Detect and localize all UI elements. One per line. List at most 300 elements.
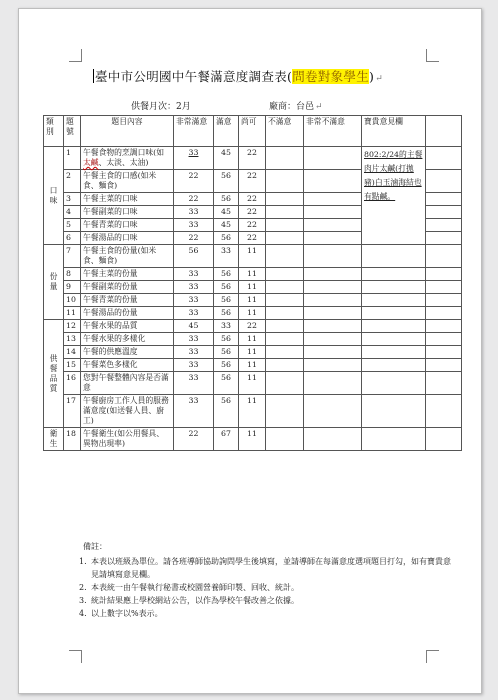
very-satisfied-cell[interactable] [174, 245, 214, 268]
very-satisfied-value: 33 [188, 269, 199, 278]
ok-cell[interactable] [239, 346, 266, 359]
notes-cell[interactable] [362, 428, 426, 451]
question-no-text: 17 [66, 396, 76, 405]
very-satisfied-value: 33 [188, 148, 199, 157]
remark-number: 4. [79, 609, 87, 618]
question-no[interactable] [64, 359, 81, 372]
header-no[interactable] [64, 116, 81, 147]
category-label: 衛生 [49, 429, 58, 448]
question-no[interactable] [64, 219, 81, 232]
satisfied-cell[interactable] [214, 320, 239, 333]
satisfied-cell[interactable] [214, 193, 239, 206]
unsatisfied-cell[interactable] [266, 294, 304, 307]
document-title[interactable] [93, 67, 433, 85]
ok-cell[interactable] [239, 170, 266, 193]
header-ok[interactable] [239, 116, 266, 147]
satisfied-cell[interactable] [214, 268, 239, 281]
remark-text: 統計結果應上學校網站公告，以作為學校午餐改善之依據。 [91, 596, 299, 605]
ok-cell[interactable] [239, 359, 266, 372]
satisfied-value: 45 [221, 207, 231, 216]
satisfied-value: 56 [221, 308, 231, 317]
header-satisfied[interactable] [214, 116, 239, 147]
satisfied-cell[interactable] [214, 147, 239, 170]
question-no[interactable] [64, 193, 81, 206]
question-no-text: 12 [66, 321, 76, 330]
ok-value: 22 [247, 171, 257, 180]
very-satisfied-cell[interactable] [174, 281, 214, 294]
ok-cell[interactable] [239, 206, 266, 219]
crop-mark-top-right [426, 49, 439, 62]
extra-cell[interactable] [426, 294, 462, 307]
very-satisfied-cell[interactable] [174, 333, 214, 346]
paragraph-mark: ↵ [315, 102, 323, 112]
question-no-text: 13 [66, 334, 76, 343]
question-no[interactable] [64, 333, 81, 346]
header-unsatisfied-text: 不滿意 [268, 117, 292, 126]
question-no-text: 15 [66, 360, 76, 369]
ok-value: 11 [247, 334, 257, 343]
very-satisfied-value: 33 [188, 373, 199, 382]
ok-cell[interactable] [239, 219, 266, 232]
question-content[interactable] [81, 147, 174, 170]
satisfied-cell[interactable] [214, 395, 239, 428]
very-satisfied-cell[interactable] [174, 219, 214, 232]
unsatisfied-cell[interactable] [266, 320, 304, 333]
extra-cell[interactable] [426, 395, 462, 428]
satisfied-cell[interactable] [214, 372, 239, 395]
title-highlight: 問卷對象學生 [292, 69, 369, 84]
very-unsatisfied-cell[interactable] [304, 320, 362, 333]
extra-cell[interactable] [426, 206, 462, 219]
very-satisfied-cell[interactable] [174, 147, 214, 170]
header-ok-text: 尚可 [241, 117, 257, 126]
remarks-section [79, 541, 456, 620]
very-satisfied-cell[interactable] [174, 359, 214, 372]
ok-value: 11 [247, 295, 257, 304]
very-satisfied-cell[interactable] [174, 193, 214, 206]
header-notes[interactable] [362, 116, 426, 147]
question-no[interactable] [64, 206, 81, 219]
question-content[interactable] [81, 359, 174, 372]
question-content-text: 午餐副菜的口味 [83, 207, 138, 216]
remark-item [79, 555, 456, 581]
extra-cell[interactable] [426, 193, 462, 206]
satisfied-cell[interactable] [214, 428, 239, 451]
table-row [44, 294, 462, 307]
question-content[interactable] [81, 372, 174, 395]
question-content-text: 您對午餐整體內容是否滿意 [83, 373, 169, 392]
crop-mark-bottom-left [69, 650, 82, 663]
question-no[interactable] [64, 320, 81, 333]
question-no[interactable] [64, 307, 81, 320]
very-satisfied-value: 33 [188, 308, 199, 317]
satisfied-value: 33 [221, 321, 231, 330]
remark-item [79, 594, 456, 607]
question-content[interactable] [81, 346, 174, 359]
extra-cell[interactable] [426, 359, 462, 372]
very-unsatisfied-cell[interactable] [304, 281, 362, 294]
question-no[interactable] [64, 268, 81, 281]
category-cell[interactable] [44, 320, 64, 428]
remark-number: 2. [79, 583, 87, 592]
table-row [44, 307, 462, 320]
ok-cell[interactable] [239, 395, 266, 428]
very-satisfied-value: 22 [188, 429, 199, 438]
very-satisfied-value: 22 [188, 171, 199, 180]
very-satisfied-value: 22 [188, 233, 199, 242]
serving-month-text: 供餐月次：2月 [131, 102, 191, 112]
question-content[interactable] [81, 268, 174, 281]
satisfied-value: 56 [221, 282, 231, 291]
extra-cell[interactable] [426, 346, 462, 359]
question-no-text: 14 [66, 347, 76, 356]
question-no-text: 7 [66, 246, 71, 255]
header-content-text: 題目內容 [111, 117, 143, 126]
very-satisfied-cell[interactable] [174, 372, 214, 395]
category-label: 口味 [49, 185, 58, 205]
header-category[interactable] [44, 116, 64, 147]
remark-item [79, 581, 456, 594]
ok-cell[interactable] [239, 428, 266, 451]
header-satisfied-text: 滿意 [216, 117, 232, 126]
very-satisfied-value: 33 [188, 347, 199, 356]
remark-number: 3. [79, 596, 87, 605]
question-no-text: 6 [66, 233, 71, 242]
table-row [44, 395, 462, 428]
question-no-text: 4 [66, 207, 71, 216]
ok-value: 22 [247, 321, 257, 330]
notes-cell[interactable] [362, 307, 426, 320]
question-content-text: 午餐湯品的口味 [83, 233, 138, 242]
question-content[interactable] [81, 232, 174, 245]
ok-value: 22 [247, 207, 257, 216]
header-very-unsatisfied[interactable] [304, 116, 362, 147]
satisfied-value: 56 [221, 171, 231, 180]
question-no[interactable] [64, 395, 81, 428]
question-no[interactable] [64, 294, 81, 307]
very-satisfied-cell[interactable] [174, 428, 214, 451]
table-row [44, 281, 462, 294]
notes-cell[interactable] [362, 245, 426, 268]
ok-cell[interactable] [239, 294, 266, 307]
table-row [44, 333, 462, 346]
remark-text: 本表以班級為單位。請各班導師協助詢問學生後填寫，並請導師在每滿意度選項題目打勾，如有寶貴意見請填寫意見欄。 [91, 557, 451, 579]
unsatisfied-cell[interactable] [266, 395, 304, 428]
very-satisfied-cell[interactable] [174, 206, 214, 219]
table-row [44, 268, 462, 281]
unsatisfied-cell[interactable] [266, 281, 304, 294]
ok-value: 22 [247, 194, 257, 203]
unsatisfied-cell[interactable] [266, 359, 304, 372]
satisfied-cell[interactable] [214, 333, 239, 346]
very-unsatisfied-cell[interactable] [304, 359, 362, 372]
notes-cell[interactable] [362, 320, 426, 333]
question-no[interactable] [64, 232, 81, 245]
very-unsatisfied-cell[interactable] [304, 206, 362, 219]
crop-mark-top-left [69, 49, 82, 62]
unsatisfied-cell[interactable] [266, 170, 304, 193]
ok-cell[interactable] [239, 245, 266, 268]
question-content-text: 午餐主食的份量(如米食、麵食) [83, 246, 157, 265]
very-unsatisfied-cell[interactable] [304, 170, 362, 193]
question-content[interactable] [81, 219, 174, 232]
unsatisfied-cell[interactable] [266, 206, 304, 219]
extra-cell[interactable] [426, 268, 462, 281]
unsatisfied-cell[interactable] [266, 428, 304, 451]
remark-text: 以上數字以%表示。 [91, 609, 163, 618]
question-no[interactable] [64, 147, 81, 170]
question-content[interactable] [81, 307, 174, 320]
question-content[interactable] [81, 333, 174, 346]
question-content[interactable] [81, 395, 174, 428]
satisfied-cell[interactable] [214, 359, 239, 372]
extra-cell[interactable] [426, 428, 462, 451]
very-unsatisfied-cell[interactable] [304, 372, 362, 395]
ok-value: 11 [247, 360, 257, 369]
satisfied-cell[interactable] [214, 170, 239, 193]
unsatisfied-cell[interactable] [266, 219, 304, 232]
very-unsatisfied-cell[interactable] [304, 346, 362, 359]
very-satisfied-value: 33 [188, 282, 199, 291]
question-content-text: 午餐水果的品質 [83, 321, 138, 330]
very-unsatisfied-cell[interactable] [304, 193, 362, 206]
question-content[interactable] [81, 428, 174, 451]
satisfied-value: 56 [221, 295, 231, 304]
ok-value: 11 [247, 269, 257, 278]
unsatisfied-cell[interactable] [266, 245, 304, 268]
ok-cell[interactable] [239, 307, 266, 320]
question-no[interactable] [64, 245, 81, 268]
unsatisfied-cell[interactable] [266, 147, 304, 170]
category-cell[interactable] [44, 147, 64, 245]
question-no-text: 5 [66, 220, 71, 229]
vendor-name[interactable] [269, 99, 323, 112]
ok-cell[interactable] [239, 281, 266, 294]
question-content-text: 午餐主食的口感(如米食、麵食) [83, 171, 157, 190]
header-content[interactable] [81, 116, 174, 147]
unsatisfied-cell[interactable] [266, 333, 304, 346]
unsatisfied-cell[interactable] [266, 346, 304, 359]
satisfied-cell[interactable] [214, 206, 239, 219]
extra-cell[interactable] [426, 245, 462, 268]
header-extra[interactable] [426, 116, 462, 147]
question-content-text: 午餐的供應溫度 [83, 347, 138, 356]
question-no[interactable] [64, 170, 81, 193]
satisfied-cell[interactable] [214, 232, 239, 245]
satisfied-value: 56 [221, 194, 231, 203]
table-row [44, 245, 462, 268]
satisfied-cell[interactable] [214, 245, 239, 268]
very-satisfied-cell[interactable] [174, 232, 214, 245]
very-satisfied-value: 22 [188, 194, 199, 203]
question-content-text: 午餐主菜的份量 [83, 269, 138, 278]
unsatisfied-cell[interactable] [266, 307, 304, 320]
question-no-text: 10 [66, 295, 76, 304]
serving-month[interactable] [131, 99, 191, 112]
very-unsatisfied-cell[interactable] [304, 232, 362, 245]
ok-value: 11 [247, 396, 257, 405]
question-no-text: 8 [66, 269, 71, 278]
remarks-list [79, 555, 456, 620]
very-satisfied-value: 56 [188, 246, 199, 255]
very-satisfied-cell[interactable] [174, 307, 214, 320]
crop-mark-bottom-right [426, 650, 439, 663]
question-content[interactable] [81, 206, 174, 219]
very-unsatisfied-cell[interactable] [304, 428, 362, 451]
very-satisfied-cell[interactable] [174, 170, 214, 193]
very-unsatisfied-cell[interactable] [304, 294, 362, 307]
title-close: ) [369, 69, 375, 84]
very-satisfied-cell[interactable] [174, 346, 214, 359]
notes-cell[interactable] [362, 294, 426, 307]
question-no-text: 3 [66, 194, 71, 203]
very-satisfied-cell[interactable] [174, 268, 214, 281]
question-no[interactable] [64, 428, 81, 451]
ok-value: 11 [247, 308, 257, 317]
very-satisfied-value: 33 [188, 220, 199, 229]
question-content[interactable] [81, 294, 174, 307]
question-content-text: 午餐廚房工作人員的服務滿意度(如送餐人員、廚工) [83, 396, 169, 425]
question-no[interactable] [64, 372, 81, 395]
very-satisfied-value: 33 [188, 207, 199, 216]
notes-cell[interactable] [362, 346, 426, 359]
remarks-title: 備註： [83, 542, 107, 551]
satisfied-value: 56 [221, 269, 231, 278]
title-main: 臺中市公明國中午餐滿意度調查表( [95, 69, 293, 84]
extra-cell[interactable] [426, 372, 462, 395]
notes-text: 802:2/24的主餐肉片太鹹(打拋豬)白玉滷海結也有點鹹。 [364, 150, 423, 201]
question-content[interactable] [81, 193, 174, 206]
ok-cell[interactable] [239, 333, 266, 346]
ok-cell[interactable] [239, 147, 266, 170]
header-category-text: 類別 [46, 117, 54, 136]
question-no[interactable] [64, 281, 81, 294]
question-content-text: 午餐湯品的份量 [83, 308, 138, 317]
very-satisfied-value: 33 [188, 334, 199, 343]
very-unsatisfied-cell[interactable] [304, 333, 362, 346]
question-no[interactable] [64, 346, 81, 359]
header-very-unsatisfied-text: 非常不滿意 [306, 117, 345, 126]
satisfied-cell[interactable] [214, 219, 239, 232]
remark-text: 本表統一由午餐執行秘書或校園營養師印製、回收、統計。 [91, 583, 299, 592]
ok-cell[interactable] [239, 320, 266, 333]
question-content-text: 午餐主菜的口味 [83, 194, 138, 203]
question-no-text: 18 [66, 429, 76, 438]
very-satisfied-cell[interactable] [174, 294, 214, 307]
question-content-text: 午餐副菜的份量 [83, 282, 138, 291]
satisfied-value: 56 [221, 233, 231, 242]
notes-cell[interactable] [362, 268, 426, 281]
header-unsatisfied[interactable] [266, 116, 304, 147]
very-unsatisfied-cell[interactable] [304, 307, 362, 320]
category-cell[interactable] [44, 245, 64, 320]
table-row [44, 346, 462, 359]
question-content[interactable] [81, 245, 174, 268]
very-unsatisfied-cell[interactable] [304, 219, 362, 232]
unsatisfied-cell[interactable] [266, 268, 304, 281]
extra-cell[interactable] [426, 281, 462, 294]
extra-cell[interactable] [426, 333, 462, 346]
satisfied-cell[interactable] [214, 307, 239, 320]
ok-cell[interactable] [239, 193, 266, 206]
unsatisfied-cell[interactable] [266, 232, 304, 245]
extra-cell[interactable] [426, 219, 462, 232]
header-no-text: 題號 [66, 117, 74, 136]
satisfied-value: 45 [221, 220, 231, 229]
question-content[interactable] [81, 170, 174, 193]
satisfied-value: 56 [221, 373, 231, 382]
header-row [44, 116, 462, 147]
table-row [44, 372, 462, 395]
notes-cell[interactable] [362, 147, 426, 245]
unsatisfied-cell[interactable] [266, 193, 304, 206]
unsatisfied-cell[interactable] [266, 372, 304, 395]
very-satisfied-cell[interactable] [174, 320, 214, 333]
ok-cell[interactable] [239, 268, 266, 281]
table-row [44, 359, 462, 372]
ok-cell[interactable] [239, 372, 266, 395]
ok-cell[interactable] [239, 232, 266, 245]
question-content-text: 午餐水果的多樣化 [83, 334, 146, 343]
extra-cell[interactable] [426, 170, 462, 193]
category-label: 份量 [49, 272, 58, 291]
question-content-text: 午餐食物的烹調口味(如 [83, 148, 165, 157]
very-satisfied-value: 33 [188, 295, 199, 304]
question-content-text: 、太淡、太油) [98, 158, 149, 167]
question-no-text: 1 [66, 148, 71, 157]
very-unsatisfied-cell[interactable] [304, 147, 362, 170]
notes-cell[interactable] [362, 372, 426, 395]
question-content[interactable] [81, 281, 174, 294]
table-row [44, 428, 462, 451]
question-no-text: 9 [66, 282, 71, 291]
ok-value: 11 [247, 429, 257, 438]
satisfied-value: 56 [221, 360, 231, 369]
question-content-text: 午餐衛生(如公用餐具、異物出現率) [83, 429, 165, 448]
header-notes-text: 寶貴意見欄 [364, 117, 403, 126]
satisfied-cell[interactable] [214, 281, 239, 294]
ok-value: 22 [247, 233, 257, 242]
satisfied-value: 67 [221, 429, 231, 438]
question-content[interactable] [81, 320, 174, 333]
satisfied-cell[interactable] [214, 294, 239, 307]
extra-cell[interactable] [426, 147, 462, 170]
extra-cell[interactable] [426, 232, 462, 245]
notes-cell[interactable] [362, 395, 426, 428]
very-unsatisfied-cell[interactable] [304, 268, 362, 281]
satisfied-cell[interactable] [214, 346, 239, 359]
header-very-satisfied[interactable] [174, 116, 214, 147]
notes-cell[interactable] [362, 359, 426, 372]
notes-cell[interactable] [362, 281, 426, 294]
question-content-text: 午餐青菜的口味 [83, 220, 138, 229]
ok-value: 11 [247, 246, 257, 255]
very-satisfied-value: 33 [188, 360, 199, 369]
text-cursor [93, 69, 94, 83]
table-row [44, 320, 462, 333]
extra-cell[interactable] [426, 320, 462, 333]
table-row [44, 147, 462, 170]
very-satisfied-cell[interactable] [174, 395, 214, 428]
category-cell[interactable] [44, 428, 64, 451]
question-content-flagged: 太鹹 [83, 158, 99, 167]
very-unsatisfied-cell[interactable] [304, 245, 362, 268]
extra-cell[interactable] [426, 307, 462, 320]
very-unsatisfied-cell[interactable] [304, 395, 362, 428]
paragraph-mark: ↵ [375, 74, 384, 84]
notes-cell[interactable] [362, 333, 426, 346]
question-no-text: 11 [66, 308, 76, 317]
